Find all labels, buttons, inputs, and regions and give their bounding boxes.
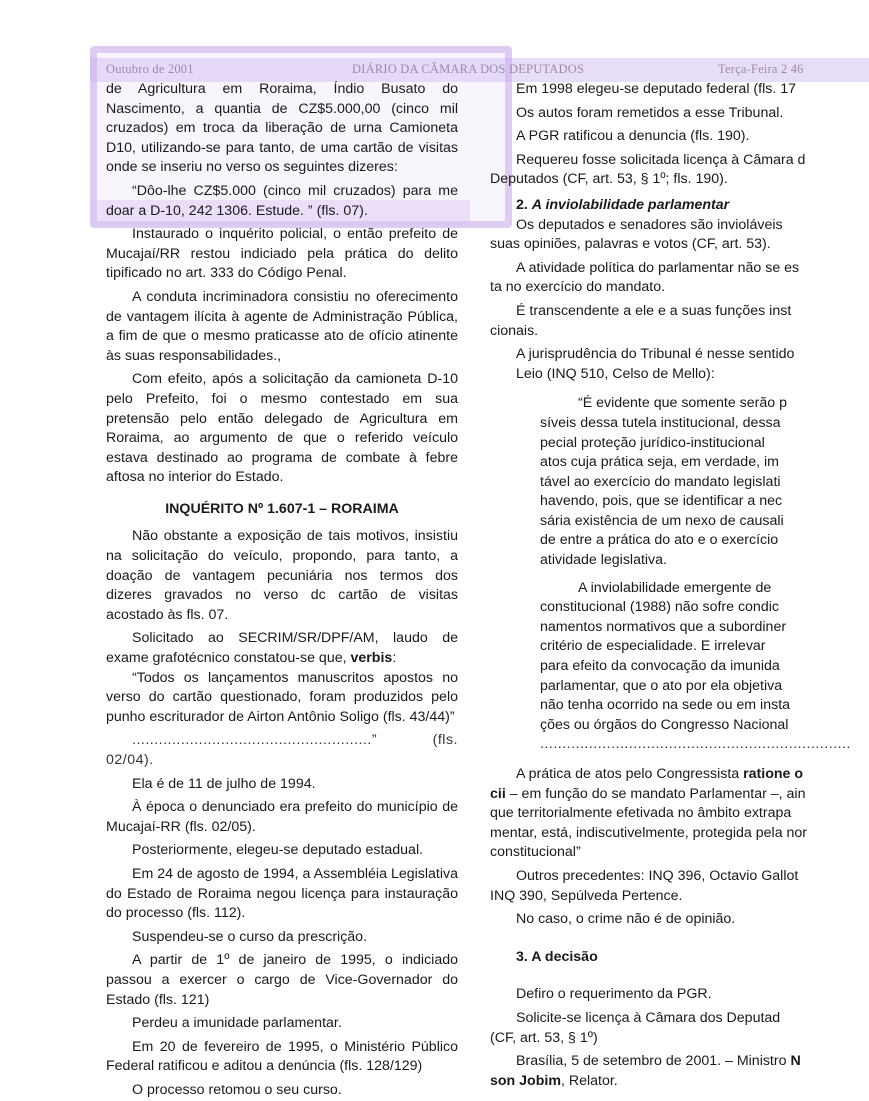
paragraph: Não obstante a exposição de tais motivos, insistiu na solicitação do veículo, propondo, para tanto, a doação de vantagem pecuniária nos termos dos dizeres gravados no verso dc cartão de visitas acostado às fls. 07. bbox=[106, 528, 458, 623]
paragraph: A atividade política do parlamentar não se es bbox=[516, 259, 800, 276]
quote-line: constitucional (1988) não sofre condic bbox=[540, 599, 779, 616]
paragraph: Perdeu a imunidade parlamentar. bbox=[132, 1015, 342, 1032]
paragraph: Ela é de 11 de julho de 1994. bbox=[132, 775, 316, 792]
left-column bbox=[106, 80, 458, 1101]
paragraph: A PGR ratificou a denuncia (fls. 190). bbox=[516, 128, 750, 145]
paragraph: Solicite-se licença à Câmara dos Deputad bbox=[516, 1009, 781, 1026]
quote-line: namentos normativos que a subordiner bbox=[540, 618, 787, 635]
paragraph: Requereu fosse solicitada licença à Câmara d bbox=[516, 151, 806, 168]
right-column bbox=[490, 80, 869, 1091]
ellipsis-line: ...................................................................... bbox=[540, 736, 851, 753]
verbis-label: verbis bbox=[350, 650, 393, 667]
signature-line-cont: son Jobim, Relator. bbox=[490, 1072, 618, 1089]
paragraph: Defiro o requerimento da PGR. bbox=[516, 986, 712, 1003]
ellipsis-line: ......................................................” (fls. 02/04). bbox=[106, 732, 458, 768]
paragraph: Outros precedentes: INQ 396, Octavio Gallot bbox=[516, 867, 799, 884]
paragraph-cont: constitucional” bbox=[490, 844, 581, 861]
quote-line: parlamentar, que o ato por ela objetiva bbox=[540, 677, 783, 694]
paragraph-cont: cii – em função do se mandato Parlamentar –, ain bbox=[490, 785, 806, 802]
page-header bbox=[106, 60, 869, 78]
quote-line: tável ao exercício do mandato legislati bbox=[540, 473, 781, 490]
quote-line: A inviolabilidade emergente de bbox=[578, 579, 772, 596]
quote-line: de entre a prática do ato e o exercício bbox=[540, 532, 779, 549]
paragraph: A partir de 1º de janeiro de 1995, o indiciado passou a exercer o cargo de Vice-Governador do Estado (fls. 121) bbox=[106, 952, 458, 1008]
quote-line: síveis dessa tutela institucional, dessa bbox=[540, 414, 781, 431]
quote-line: ções ou órgãos do Congresso Nacional bbox=[540, 716, 789, 733]
paragraph: Com efeito, após a solicitação da camioneta D-10 pelo Prefeito, foi o mesmo contestado em sua pretensão pelo então delegado de Agricultura em Roraima, ao argumento de que o referido veículo estava destinado ao programa de combate à febre aftosa no interior do Estado. bbox=[106, 371, 458, 486]
quote-line: sária existência de um nexo de causali bbox=[540, 512, 784, 529]
paragraph: A prática de atos pelo Congressista ratione o bbox=[516, 766, 804, 782]
quote-line: atividade legislativa. bbox=[540, 552, 667, 569]
quote-line: não tenha ocorrido na sede ou em insta bbox=[540, 697, 791, 714]
paragraph-cont: que territorialmente efetivada no âmbito extrapa bbox=[490, 805, 792, 822]
quote-paragraph: “Todos os lançamentos manuscritos apostos no verso do cartão questionado, foram produzidos pelo punho escriturador de Airton Antônio Soligo (fls. 43/44)” bbox=[106, 669, 458, 725]
paragraph-cont: (CF, art. 53, § 1º) bbox=[490, 1029, 598, 1046]
paragraph-cont: Deputados (CF, art. 53, § 1º; fls. 190). bbox=[490, 171, 728, 188]
quote-line: critério de especialidade. E irrelevar bbox=[540, 638, 766, 655]
paragraph: A conduta incriminadora consistiu no oferecimento de vantagem ilícita à agente de Administração Pública, a fim de que o mesmo praticasse ato de ofício atinente às suas responsabilidades., bbox=[106, 288, 458, 364]
paragraph: Em 20 de fevereiro de 1995, o Ministério Público Federal ratificou e aditou a denúncia (fls. 128/129) bbox=[106, 1038, 458, 1075]
quote-line: “É evidente que somente serão p bbox=[578, 395, 788, 412]
block-quote-2 bbox=[490, 579, 869, 755]
paragraph: No caso, o crime não é de opinião. bbox=[516, 911, 736, 928]
quote-line: pecial proteção jurídico-institucional bbox=[540, 434, 765, 451]
paragraph: Suspendeu-se o curso da prescrição. bbox=[132, 928, 368, 945]
section-heading: INQUÉRITO Nº 1.607-1 – RORAIMA bbox=[165, 500, 399, 517]
paragraph-cont: Leio (INQ 510, Celso de Mello): bbox=[516, 365, 715, 382]
quote-line: havendo, pois, que se identificar a nec bbox=[540, 493, 783, 510]
paragraph: de Agricultura em Roraima, Índio Busato do Nascimento, a quantia de CZ$5.000,00 (cinco mil cruzados) em troca da liberação de urna Camioneta D10, utilizando-se para tanto, de uma cartão de visitas onde se inseriu no verso os seguintes dizeres: bbox=[106, 81, 458, 176]
paragraph-cont: ta no exercício do mandato. bbox=[490, 279, 666, 296]
paragraph: É transcendente a ele e a suas funções inst bbox=[516, 302, 792, 319]
paragraph: O processo retomou o seu curso. bbox=[132, 1081, 342, 1098]
block-quote-1 bbox=[490, 394, 869, 570]
header-title: DIÁRIO DA CÂMARA DOS DEPUTADOS bbox=[352, 62, 585, 76]
paragraph: Instaurado o inquérito policial, o então prefeito de Mucajaí/RR restou indiciado pela prática do delito tipificado no art. 333 do Código Penal. bbox=[106, 226, 458, 282]
paragraph: Posteriormente, elegeu-se deputado estadual. bbox=[132, 842, 424, 859]
paragraph: A jurisprudência do Tribunal é nesse sentido bbox=[516, 346, 795, 363]
paragraph-cont: cionais. bbox=[490, 322, 539, 339]
quote-inline: “Dôo-lhe CZ$5.000 (cinco mil cruzados) para me doar a D-10, 242 1306. Estude. ” (fls. 07). bbox=[106, 182, 458, 219]
paragraph-cont: mentar, está, indiscutivelmente, protegida pela nor bbox=[490, 824, 808, 841]
paragraph: Os autos foram remetidos a esse Tribunal. bbox=[516, 104, 784, 121]
paragraph-cont: INQ 390, Sepúlveda Pertence. bbox=[490, 887, 683, 904]
paragraph: Solicitado ao SECRIM/SR/DPF/AM, laudo de exame grafotécnico constatou-se que, verbis: bbox=[106, 630, 458, 667]
quote-line: atos cuja prática seja, em verdade, im bbox=[540, 454, 779, 471]
paragraph: Os deputados e senadores são invioláveis bbox=[516, 216, 783, 233]
header-page: Terça-Feira 2 46 bbox=[718, 62, 804, 76]
header-date: Outubro de 2001 bbox=[106, 62, 194, 76]
section-heading-3: 3. A decisão bbox=[516, 948, 598, 965]
section-heading-2: 2. A inviolabilidade parlamentar bbox=[516, 196, 730, 213]
quote-line: para efeito da convocação da imunida bbox=[540, 658, 780, 675]
paragraph: Em 24 de agosto de 1994, a Assembléia Legislativa do Estado de Roraima negou licença para instauração do processo (fls. 112). bbox=[106, 865, 458, 922]
paragraph-cont: suas opiniões, palavras e votos (CF, art. 53). bbox=[490, 236, 771, 253]
paragraph: Em 1998 elegeu-se deputado federal (fls. 17 bbox=[516, 81, 796, 97]
paragraph: À época o denunciado era prefeito do município de Mucajaí-RR (fls. 02/05). bbox=[106, 799, 458, 835]
signature-line: Brasília, 5 de setembro de 2001. – Ministro N bbox=[516, 1053, 801, 1070]
